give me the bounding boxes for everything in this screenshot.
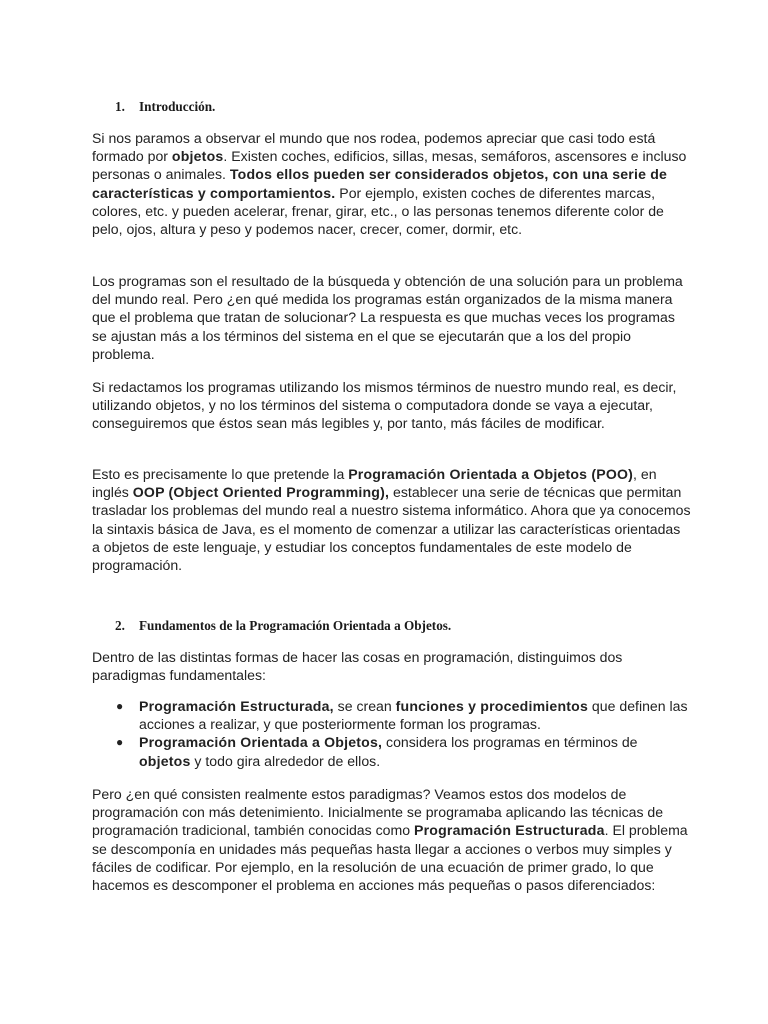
bold-text: Programación Estructurada, xyxy=(139,698,334,714)
paragraph: Dentro de las distintas formas de hacer las cosas en programación, distinguimos dos paradigmas fundamentales: xyxy=(92,649,623,684)
section-title: Fundamentos de la Programación Orientada a Objetos. xyxy=(139,618,452,633)
bullet-list xyxy=(92,697,692,770)
bold-text: Programación Orientada a Objetos (POO) xyxy=(348,466,634,482)
paragraph: Los programas son el resultado de la búsqueda y obtención de una solución para un problema del mundo real. Pero ¿en qué medida los programas están organizados de la misma manera que el problema que tratan de solucionar? La respuesta es que muchas veces los programas se ajustan más a los términos del sistema en el que se ejecutarán que a los del propio problema. xyxy=(92,273,683,362)
bullet-icon: ● xyxy=(116,699,124,713)
bold-text: objetos xyxy=(171,148,224,165)
section-heading-2 xyxy=(115,618,451,634)
paragraph: Esto es precisamente lo que pretende la Programación Orientada a Objetos (POO), en inglés OOP (Object Oriented Programming), establecer una serie de técnicas que permitan trasladar los problemas del mundo real a nuestro sistema informático. Ahora que ya conocemos la sintaxis básica de Java, es el momento de comenzar a utilizar las características orientadas a objetos de este lenguaje, y estudiar los conceptos fundamentales de este modelo de programación. xyxy=(92,466,691,574)
bold-text: Todos ellos pueden ser considerados objetos, con una serie de características y comportamientos. xyxy=(92,166,668,201)
section-title: Introducción. xyxy=(139,99,216,114)
paragraph: Si redactamos los programas utilizando los mismos términos de nuestro mundo real, es decir, utilizando objetos, y no los términos del sistema o computadora donde se vaya a ejecutar, conseguiremos que éstos sean más legibles y, por tanto, más fáciles de modificar. xyxy=(92,379,677,432)
section-heading-1 xyxy=(115,99,215,115)
bold-text: Programación Orientada a Objetos, xyxy=(139,734,383,751)
bold-text: OOP (Object Oriented Programming), xyxy=(132,484,390,501)
list-item-text: Programación Orientada a Objetos, considera los programas en términos de objetos y todo gira alrededor de ellos. xyxy=(139,734,638,769)
section-number: 2. xyxy=(115,618,125,633)
bold-text: Programación Estructurada xyxy=(413,822,605,839)
section-number: 1. xyxy=(115,99,125,114)
list-item-text: Programación Estructurada, se crean funciones y procedimientos que definen las acciones a realizar, y que posteriormente forman los programas. xyxy=(139,698,688,733)
list-item xyxy=(92,697,692,733)
list-item xyxy=(92,733,692,769)
bold-text: objetos xyxy=(139,752,191,769)
paragraph: Si nos paramos a observar el mundo que nos rodea, podemos apreciar que casi todo está formado por objetos. Existen coches, edificios, sillas, mesas, semáforos, ascensores e incluso personas o animales. Todos ellos pueden ser considerados objetos, con una serie de características y comportamientos. Por ejemplo, existen coches de diferentes marcas, colores, etc. y pueden acelerar, frenar, girar, etc., o las personas tenemos diferente color de pelo, ojos, altura y peso y podemos nacer, crecer, comer, dormir, etc. xyxy=(92,130,687,238)
bullet-icon: ● xyxy=(116,735,124,750)
paragraph: Pero ¿en qué consisten realmente estos paradigmas? Veamos estos dos modelos de programación con más detenimiento. Inicialmente se programaba aplicando las técnicas de programación tradicional, también conocidas como Programación Estructurada. El problema se descomponía en unidades más pequeñas hasta llegar a acciones o verbos muy simples y fáciles de codificar. Por ejemplo, en la resolución de una ecuación de primer grado, lo que hacemos es descomponer el problema en acciones más pequeñas o pasos diferenciados: xyxy=(92,786,688,894)
bold-text: funciones y procedimientos xyxy=(395,698,589,714)
